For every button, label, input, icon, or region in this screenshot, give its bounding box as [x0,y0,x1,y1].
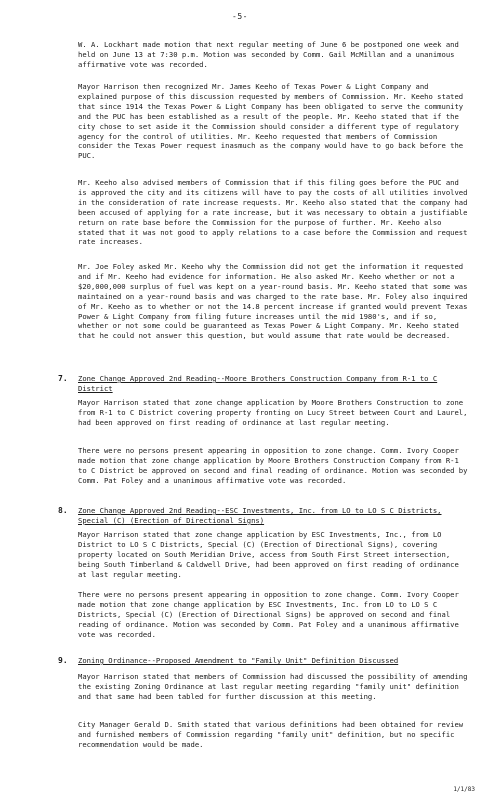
item-9-number: 9. [58,656,68,665]
paragraph-4: Mr. Joe Foley asked Mr. Keeho why the Commission did not get the information it requested and if Mr. Keeho had evidence for information. He also asked Mr. Keeho whether or not a $20,000,000 surplus of fuel was kept on a year-round basis. Mr. Keeho stated that some was maintained on a year-round basis and was charged to the rate base. Mr. Foley also inquired of Mr. Keeho as to whether or not the 14.8 percent increase if granted would prevent Texas Power & Light Company from filing future increases until the mid 1980's, and if so, whether or not some could be guaranteed as Texas Power & Light Company. Mr. Keeho stated that he could not answer this question, but would assume that rate would be decreased. [78,262,472,341]
paragraph-1: W. A. Lockhart made motion that next regular meeting of June 6 be postponed one week and held on June 13 at 7:30 p.m. Motion was seconded by Comm. Gail McMillan and a unanimous affirmative vote was recorded. [78,40,464,69]
page-number: -5- [232,12,248,21]
paragraph-2: Mayor Harrison then recognized Mr. James Keeho of Texas Power & Light Company and explained purpose of this discussion requested by members of Commission. Mr. Keeho stated that since 1914 the Texas Power & Light Company has been obligated to serve the community and the PUC has been established as a result of the people. Mr. Keeho stated that if the city chose to set aside it the Commission should consider a different type of regulatory agency for the control of utilities. Mr. Keeho requested that members of Commission consider the Texas Power request inasmuch as the company would have to go back before the PUC. [78,82,468,161]
item-7-number: 7. [58,374,68,383]
item-9-paragraph-1: Mayor Harrison stated that members of Commission had discussed the possibility of amending the existing Zoning Ordinance at last regular meeting regarding "family unit" definition and that same had been tabled for further discussion at this meeting. [78,672,472,701]
item-7-heading: Zone Change Approved 2nd Reading--Moore Brothers Construction Company from R-1 to C District [78,374,438,393]
item-8-paragraph-1: Mayor Harrison stated that zone change application by ESC Investments, Inc., from LO District to LO S C Districts, Special (C) (Erection of Directional Signs), covering property located on South Meridian Drive, access from South First Street intersection, being South Timberland & Caldwell Drive, had been approved on first reading of ordinance at last regular meeting. [78,530,464,579]
item-8-heading: Zone Change Approved 2nd Reading--ESC Investments, Inc. from LO to LO S C Districts, Special (C) (Erection of Directional Signs) [78,506,442,525]
item-7-paragraph-1: Mayor Harrison stated that zone change application by Moore Brothers Construction to zone from R-1 to C District covering property fronting on Lucy Street between Court and Laurel, had been approved on first reading of ordinance at last regular meeting. [78,398,472,427]
item-8-paragraph-2: There were no persons present appearing in opposition to zone change. Comm. Ivory Cooper made motion that zone change application by ESC Investments, Inc. from LO to LO S C Districts, Special (C) (Erection of Directional Signs) be approved on second and final reading of ordinance. Motion was seconded by Comm. Pat Foley and a unanimous affirmative vote was recorded. [78,590,464,639]
paragraph-3: Mr. Keeho also advised members of Commission that if this filing goes before the PUC and is approved the city and its citizens will have to pay the costs of all utilities involved in the consideration of rate increase requests. Mr. Keeho also stated that the company had been accused of applying for a rate increase, but it was necessary to obtain a justifiable return on rate base before the Commission for the purpose of further. Mr. Keeho also stated that it was not good to apply relations to a case before the Commission and request rate increases. [78,178,472,247]
item-9-paragraph-2: City Manager Gerald D. Smith stated that various definitions had been obtained for review and furnished members of Commission regarding "family unit" definition, but no specific recommendation would be made. [78,720,468,749]
item-9-heading: Zoning Ordinance--Proposed Amendment to "Family Unit" Definition Discussed [78,656,399,665]
item-8-number: 8. [58,506,68,515]
footer-mark: 1/1/83 [453,786,475,793]
item-7-paragraph-2: There were no persons present appearing in opposition to zone change. Comm. Ivory Cooper made motion that zone change application by Moore Brothers Construction Company from R-1 to C District be approved on second and final reading of ordinance. Motion was seconded by Comm. Pat Foley and a unanimous affirmative vote was recorded. [78,446,472,485]
